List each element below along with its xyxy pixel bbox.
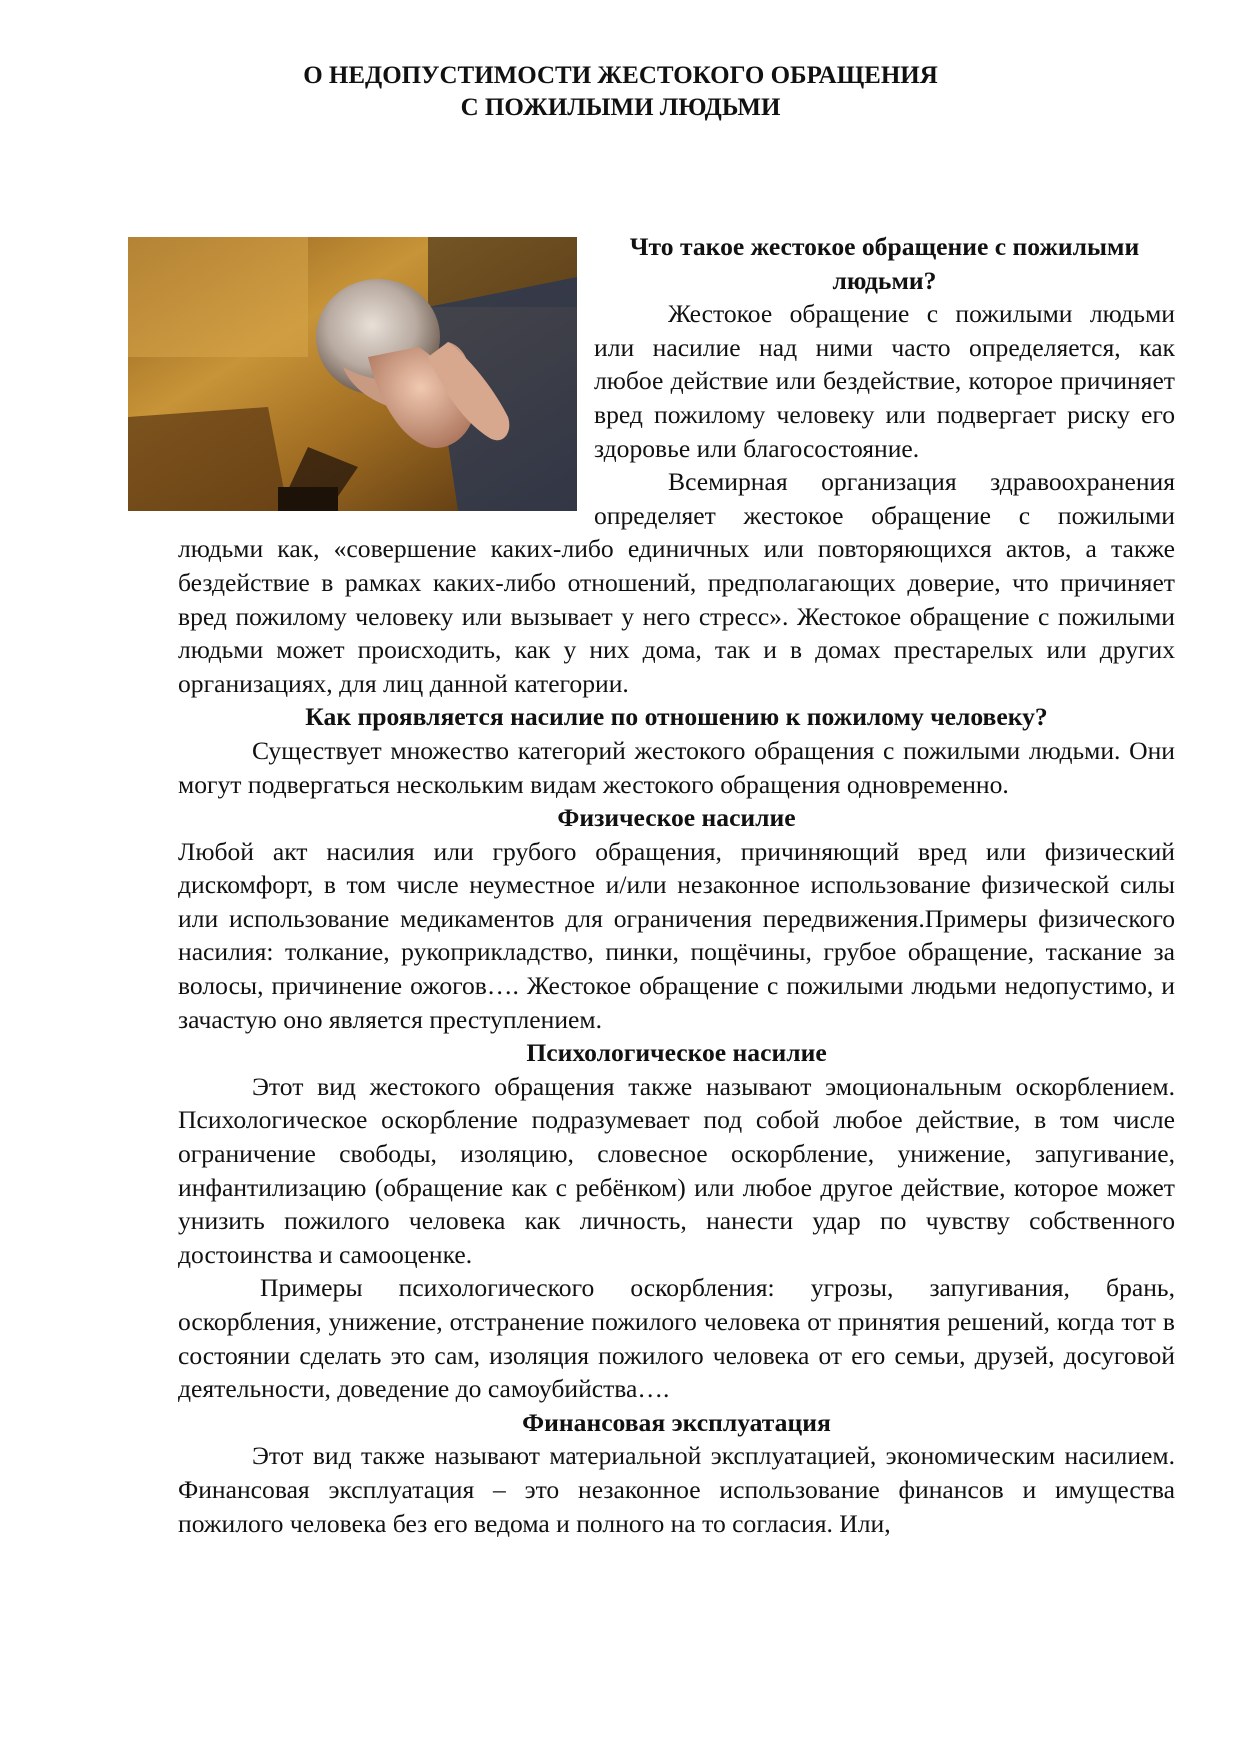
paragraph-physical-1: Любой акт насилия или грубого обращения, причиняющий вред или физический дискомфорт, в том числе неуместное и/или незаконное использование физической силы или использование медикаментов для ограничения передвижения.Примеры физического насилия: толкание, рукоприкладство, пинки, пощёчины, грубое обращение, таскание за волосы, причинение ожогов…. Жестокое обращение с пожилыми людьми недопустимо, и зачастую оно является преступлением. [178, 836, 1175, 1034]
heading-financial-exploitation: Финансовая эксплуатация [522, 1407, 831, 1437]
title-line-2: С ПОЖИЛЫМИ ЛЮДЬМИ [460, 94, 781, 121]
paragraph-psych-1: Этот вид жестокого обращения также называют эмоциональным оскорблением. Психологическое оскорбление подразумевает под собой любое действие, в том числе ограничение свободы, изоляцию, словесное оскорбление, унижение, запугивание, инфантилизацию (обращение как с ребёнком) или любое другое действие, которое может унизить пожилого человека как личность, нанести удар по чувству собственного достоинства и самооценке. [178, 1071, 1175, 1269]
heading-physical-violence: Физическое насилие [557, 803, 796, 833]
paragraph-what-1: Жестокое обращение с пожилыми людьми или насилие над ними часто определяется, как любое действие или бездействие, которое причиняет вред пожилому человеку или подвергает риску его здоровье или благосостояние. [594, 299, 1175, 463]
paragraph-financial-1: Этот вид также называют материальной эксплуатацией, экономическим насилием. Финансовая эксплуатация – это незаконное использование финансов и имущества пожилого человека без его ведома и полного на то согласия. Или, [178, 1441, 1175, 1538]
paragraph-psych-2: Примеры психологического оскорбления: угрозы, запугивания, брань, оскорбления, унижение, отстранение пожилого человека от принятия решений, когда тот в состоянии сделать это сам, изоляция пожилого человека от его семьи, друзей, досуговой деятельности, доведение до самоубийства…. [178, 1273, 1175, 1404]
title-line-1: О НЕДОПУСТИМОСТИ ЖЕСТОКОГО ОБРАЩЕНИЯ [303, 62, 938, 89]
paragraph-what-2: Всемирная организация здравоохранения определяет жестокое обращение с пожилыми людьми как, «совершение каких-либо единичных или повторяющихся актов, а также бездействие в рамках каких-либо отношений, предполагающих доверие, что причиняет вред пожилому человеку или вызывает у него стресс». Жестокое обращение с пожилыми людьми может происходить, как у них дома, так и в домах престарелых или других организациях, для лиц данной категории. [178, 467, 1175, 698]
heading-psychological-violence: Психологическое насилие [526, 1038, 827, 1068]
heading-what-is-abuse: Что такое жестокое обращение с пожилыми людьми? [629, 232, 1140, 295]
heading-how-manifests: Как проявляется насилие по отношению к пожилому человеку? [305, 702, 1048, 732]
document-title [0, 60, 1241, 124]
body-text [178, 230, 1175, 1540]
paragraph-how-1: Существует множество категорий жестокого обращения с пожилыми людьми. Они могут подвергаться нескольким видам жестокого обращения одновременно. [178, 735, 1175, 799]
